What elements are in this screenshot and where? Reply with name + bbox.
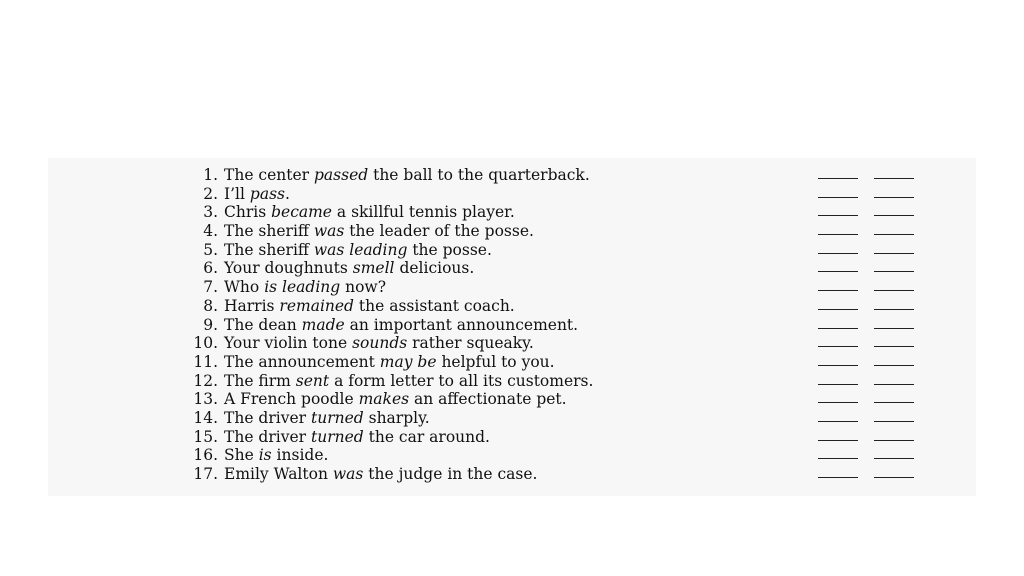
answer-blank-2[interactable] bbox=[874, 365, 914, 366]
item-number: 4. bbox=[203, 222, 218, 241]
sentence bbox=[224, 372, 593, 390]
answer-blank-1[interactable] bbox=[818, 271, 858, 272]
italic-verb: turned bbox=[310, 408, 364, 427]
sentence-before: Your doughnuts bbox=[224, 259, 353, 278]
sentence-before: Who bbox=[224, 278, 265, 297]
italic-verb: turned bbox=[310, 427, 364, 446]
italic-verb: made bbox=[301, 315, 345, 334]
sentence-after: delicious. bbox=[394, 259, 475, 278]
sentence-after: the posse. bbox=[407, 240, 492, 259]
sentence bbox=[224, 259, 474, 277]
sentence bbox=[224, 465, 537, 483]
sentence bbox=[224, 428, 490, 446]
exercise-item bbox=[188, 465, 968, 484]
answer-blank-1[interactable] bbox=[818, 253, 858, 254]
answer-blank-2[interactable] bbox=[874, 328, 914, 329]
sentence-before: Emily Walton bbox=[224, 465, 333, 483]
sentence-after: now? bbox=[340, 278, 387, 297]
exercise-item bbox=[188, 446, 968, 465]
answer-blank-1[interactable] bbox=[818, 178, 858, 179]
exercise-item bbox=[188, 409, 968, 428]
answer-blank-2[interactable] bbox=[874, 253, 914, 254]
answer-blank-2[interactable] bbox=[874, 290, 914, 291]
answer-blank-1[interactable] bbox=[818, 309, 858, 310]
italic-verb: sounds bbox=[352, 334, 408, 353]
sentence-after: . bbox=[284, 184, 290, 203]
exercise-item bbox=[188, 428, 968, 447]
sentence-before: The announcement bbox=[224, 352, 380, 371]
sentence-after: the ball to the quarterback. bbox=[368, 166, 590, 184]
sentence-after: the judge in the case. bbox=[363, 465, 538, 483]
answer-blank-1[interactable] bbox=[818, 365, 858, 366]
sentence bbox=[224, 334, 534, 352]
sentence bbox=[224, 203, 515, 221]
item-number: 13. bbox=[193, 390, 218, 409]
sentence bbox=[224, 222, 534, 240]
exercise-item bbox=[188, 185, 968, 204]
answer-blank-1[interactable] bbox=[818, 440, 858, 441]
answer-blank-1[interactable] bbox=[818, 215, 858, 216]
italic-verb: sent bbox=[295, 371, 330, 390]
sentence-before: I’ll bbox=[224, 184, 250, 203]
exercise-item bbox=[188, 316, 968, 335]
sentence-before: The firm bbox=[224, 371, 296, 390]
item-number: 10. bbox=[193, 334, 218, 353]
exercise-item bbox=[188, 241, 968, 260]
answer-blank-2[interactable] bbox=[874, 384, 914, 385]
italic-verb: pass bbox=[249, 184, 285, 203]
sentence-after: the assistant coach. bbox=[353, 296, 515, 315]
exercise-list bbox=[188, 166, 968, 484]
sentence-after: the leader of the posse. bbox=[344, 222, 534, 241]
answer-blank-2[interactable] bbox=[874, 346, 914, 347]
answer-blank-1[interactable] bbox=[818, 197, 858, 198]
answer-blank-1[interactable] bbox=[818, 346, 858, 347]
sentence bbox=[224, 278, 386, 296]
sentence bbox=[224, 409, 430, 427]
italic-verb: makes bbox=[358, 390, 410, 409]
sentence-after: rather squeaky. bbox=[407, 334, 534, 353]
answer-blank-1[interactable] bbox=[818, 234, 858, 235]
item-number: 8. bbox=[203, 296, 218, 315]
italic-verb: passed bbox=[314, 166, 369, 184]
italic-verb: became bbox=[271, 203, 332, 222]
answer-blank-2[interactable] bbox=[874, 477, 914, 478]
item-number: 15. bbox=[193, 427, 218, 446]
exercise-item bbox=[188, 390, 968, 409]
item-number: 5. bbox=[203, 240, 218, 259]
sentence-before: The sheriff bbox=[224, 222, 314, 241]
answer-blank-1[interactable] bbox=[818, 458, 858, 459]
italic-verb: smell bbox=[352, 259, 395, 278]
sentence-before: The dean bbox=[224, 315, 302, 334]
item-number: 17. bbox=[193, 465, 218, 483]
exercise-item bbox=[188, 166, 968, 185]
sentence-before: Chris bbox=[224, 203, 272, 222]
answer-blank-1[interactable] bbox=[818, 290, 858, 291]
italic-verb: was bbox=[313, 222, 345, 241]
exercise-item bbox=[188, 372, 968, 391]
sentence-before: The center bbox=[224, 166, 314, 184]
answer-blank-1[interactable] bbox=[818, 402, 858, 403]
answer-blank-1[interactable] bbox=[818, 477, 858, 478]
italic-verb: is bbox=[258, 446, 272, 465]
sentence bbox=[224, 390, 567, 408]
exercise-item bbox=[188, 222, 968, 241]
sentence-after: helpful to you. bbox=[436, 352, 555, 371]
italic-verb: was bbox=[332, 465, 364, 483]
answer-blank-1[interactable] bbox=[818, 328, 858, 329]
sentence-before: The sheriff bbox=[224, 240, 314, 259]
item-number: 16. bbox=[193, 446, 218, 465]
sentence-after: a skillful tennis player. bbox=[331, 203, 515, 222]
item-number: 12. bbox=[193, 371, 218, 390]
sentence bbox=[224, 241, 492, 259]
sentence bbox=[224, 353, 555, 371]
answer-blank-2[interactable] bbox=[874, 421, 914, 422]
sentence bbox=[224, 316, 578, 334]
answer-blank-1[interactable] bbox=[818, 384, 858, 385]
sentence-after: sharply. bbox=[363, 408, 430, 427]
sentence-after: an important announcement. bbox=[344, 315, 579, 334]
answer-blank-2[interactable] bbox=[874, 234, 914, 235]
item-number: 3. bbox=[203, 203, 218, 222]
item-number: 14. bbox=[193, 408, 218, 427]
item-number: 2. bbox=[203, 184, 218, 203]
sentence bbox=[224, 446, 328, 464]
italic-verb: may be bbox=[379, 352, 437, 371]
answer-blank-1[interactable] bbox=[818, 421, 858, 422]
italic-verb: was leading bbox=[313, 240, 408, 259]
sentence-before: Your violin tone bbox=[224, 334, 353, 353]
sentence bbox=[224, 185, 290, 203]
sentence-before: The driver bbox=[224, 408, 311, 427]
exercise-item bbox=[188, 278, 968, 297]
item-number: 11. bbox=[193, 352, 218, 371]
answer-blank-2[interactable] bbox=[874, 215, 914, 216]
answer-blank-2[interactable] bbox=[874, 309, 914, 310]
italic-verb: is leading bbox=[264, 278, 341, 297]
exercise-item bbox=[188, 203, 968, 222]
answer-blank-2[interactable] bbox=[874, 271, 914, 272]
italic-verb: remained bbox=[279, 296, 354, 315]
sentence-before: The driver bbox=[224, 427, 311, 446]
sentence-before: Harris bbox=[224, 296, 280, 315]
answer-blank-2[interactable] bbox=[874, 440, 914, 441]
sentence-after: inside. bbox=[271, 446, 329, 465]
exercise-item bbox=[188, 334, 968, 353]
sentence-after: a form letter to all its customers. bbox=[329, 371, 594, 390]
exercise-item bbox=[188, 353, 968, 372]
exercise-item bbox=[188, 259, 968, 278]
answer-blank-2[interactable] bbox=[874, 197, 914, 198]
item-number: 9. bbox=[203, 315, 218, 334]
sentence bbox=[224, 297, 515, 315]
item-number: 1. bbox=[203, 166, 218, 184]
answer-blank-2[interactable] bbox=[874, 402, 914, 403]
sentence-before: A French poodle bbox=[224, 390, 359, 409]
item-number: 6. bbox=[203, 259, 218, 278]
item-number: 7. bbox=[203, 278, 218, 297]
sentence bbox=[224, 166, 590, 184]
sentence-before: She bbox=[224, 446, 259, 465]
scanned-exercise bbox=[48, 158, 976, 496]
exercise-item bbox=[188, 297, 968, 316]
sentence-after: an affectionate pet. bbox=[409, 390, 567, 409]
answer-blank-2[interactable] bbox=[874, 178, 914, 179]
answer-blank-2[interactable] bbox=[874, 458, 914, 459]
sentence-after: the car around. bbox=[363, 427, 490, 446]
